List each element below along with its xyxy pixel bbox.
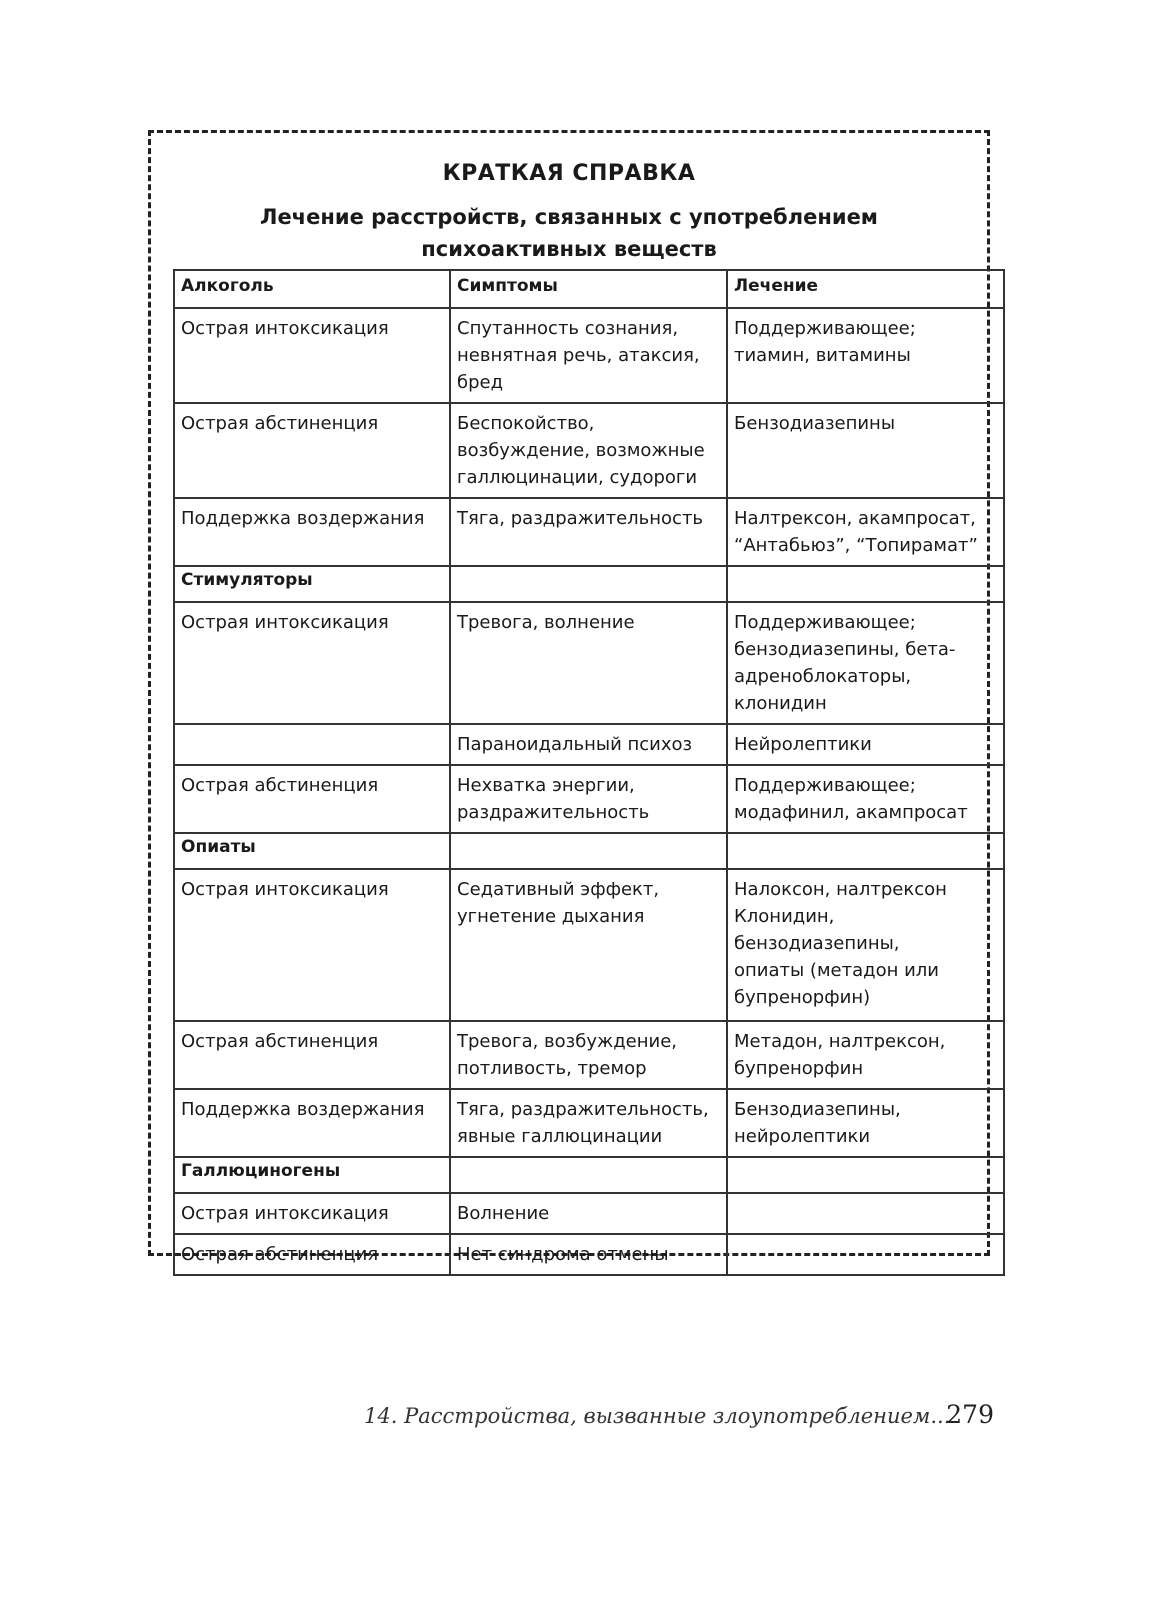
table-cell [727, 1157, 1004, 1193]
section-row [174, 1157, 1004, 1193]
box-subtitle: Лечение расстройств, связанных с употреблением психоактивных веществ [260, 205, 878, 261]
table-cell [174, 724, 450, 765]
table-row [174, 1089, 1004, 1157]
table-cell: Острая интоксикация [174, 602, 450, 724]
table-cell: Седативный эффект, угнетение дыхания [450, 869, 727, 1021]
table-cell: Тяга, раздражительность [450, 498, 727, 566]
table-cell: Тревога, возбуждение, потливость, тремор [450, 1021, 727, 1089]
table-row [174, 1234, 1004, 1275]
box-title: КРАТКАЯ СПРАВКА [442, 161, 696, 186]
table-cell: Поддерживающее; бензодиазепины, бета- адреноблокаторы, клонидин [727, 602, 1004, 724]
table-cell [450, 1157, 727, 1193]
table-cell: Беспокойство, возбуждение, возможные галлюцинации, судороги [450, 403, 727, 498]
table-row [174, 498, 1004, 566]
table-cell [450, 833, 727, 869]
table-cell [727, 566, 1004, 602]
header-cell: Алкоголь [174, 270, 450, 308]
table-cell: Острая интоксикация [174, 869, 450, 1021]
section-label: Стимуляторы [174, 566, 450, 602]
table-cell: Налтрексон, акампросат, “Антабьюз”, “Топирамат” [727, 498, 1004, 566]
table-cell [450, 566, 727, 602]
table-cell [727, 833, 1004, 869]
table-cell: Поддерживающее; тиамин, витамины [727, 308, 1004, 403]
table-cell: Волнение [450, 1193, 727, 1234]
table-row [174, 724, 1004, 765]
table-cell: Нехватка энергии, раздражительность [450, 765, 727, 833]
table-cell: Острая абстиненция [174, 765, 450, 833]
table-row [174, 765, 1004, 833]
reference-box [148, 130, 990, 1265]
table-row [174, 1193, 1004, 1234]
table-cell: Параноидальный психоз [450, 724, 727, 765]
table-cell: Спутанность сознания, невнятная речь, атаксия, бред [450, 308, 727, 403]
section-label: Опиаты [174, 833, 450, 869]
table-row [174, 602, 1004, 724]
header-cell: Симптомы [450, 270, 727, 308]
table-row [174, 869, 1004, 1021]
table-cell: Поддерживающее; модафинил, акампросат [727, 765, 1004, 833]
table-row [174, 308, 1004, 403]
page-footer [364, 1400, 994, 1436]
header-cell: Лечение [727, 270, 1004, 308]
section-label: Галлюциногены [174, 1157, 450, 1193]
table-cell: Острая абстиненция [174, 403, 450, 498]
table-cell: Налоксон, налтрексон Клонидин, бензодиазепины, опиаты (метадон или бупренорфин) [727, 869, 1004, 1021]
table-cell: Острая интоксикация [174, 1193, 450, 1234]
page-number: 279 [946, 1400, 994, 1429]
table-cell [727, 1193, 1004, 1234]
table-cell: Поддержка воздержания [174, 498, 450, 566]
table-row [174, 403, 1004, 498]
table-cell: Бензодиазепины, нейролептики [727, 1089, 1004, 1157]
table-cell: Острая интоксикация [174, 308, 450, 403]
table-cell: Нейролептики [727, 724, 1004, 765]
running-head: 14. Расстройства, вызванные злоупотреблением... [364, 1404, 951, 1428]
table-cell: Острая абстиненция [174, 1234, 450, 1275]
table-cell: Поддержка воздержания [174, 1089, 450, 1157]
table-cell: Острая абстиненция [174, 1021, 450, 1089]
table-cell: Метадон, налтрексон, бупренорфин [727, 1021, 1004, 1089]
table-cell: Тревога, волнение [450, 602, 727, 724]
treatment-table [173, 269, 1005, 1276]
table-row [174, 1021, 1004, 1089]
table-cell: Нет синдрома отмены [450, 1234, 727, 1275]
section-row [174, 833, 1004, 869]
section-row [174, 566, 1004, 602]
table-header-row [174, 270, 1004, 308]
table-cell: Бензодиазепины [727, 403, 1004, 498]
table-cell [727, 1234, 1004, 1275]
table-cell: Тяга, раздражительность, явные галлюцинации [450, 1089, 727, 1157]
